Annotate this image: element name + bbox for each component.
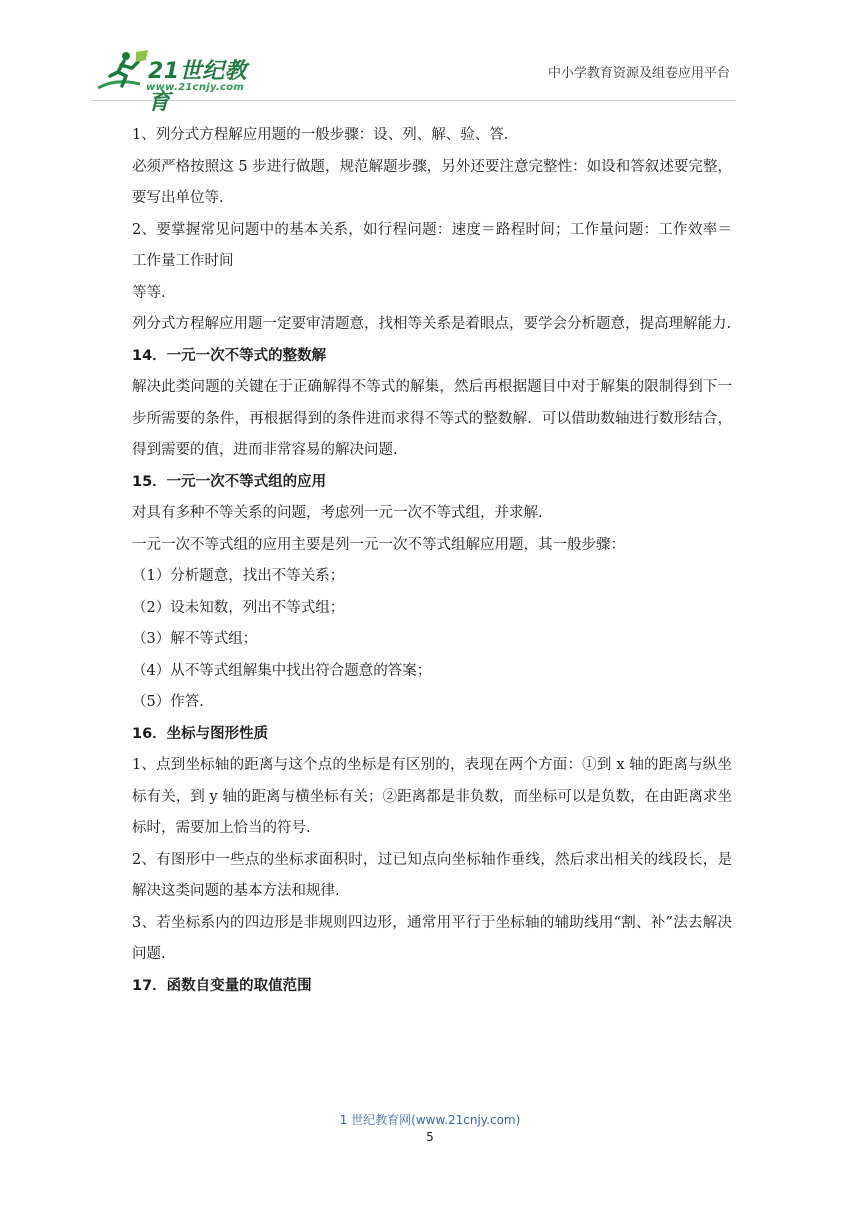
paragraph: （1）分析题意，找出不等关系； (132, 568, 345, 584)
logo-text: 21世纪教育 (148, 59, 248, 115)
paragraph: （5）作答. (132, 694, 204, 710)
paragraph: （4）从不等式组解集中找出符合题意的答案； (132, 662, 432, 679)
page-header (92, 44, 736, 115)
document-body (132, 120, 732, 1002)
paragraph: 一元一次不等式组的应用主要是列一元一次不等式组解应用题，其一般步骤： (132, 536, 625, 553)
platform-title: 中小学教育资源及组卷应用平台 (547, 66, 730, 81)
section-heading: 16．坐标与图形性质 (132, 725, 269, 742)
paragraph: 必须严格按照这 5 步进行做题，规范解题步骤，另外还要注意完整性：如设和答叙述要完整，要写出单位等. (132, 158, 732, 206)
paragraph: 解决此类问题的关键在于正确解得不等式的解集，然后再根据题目中对于解集的限制得到下一步所需要的条件，再根据得到的条件进而求得不等式的整数解．可以借助数轴进行数形结合，得到需要的值，进而非常容易的解决问题. (132, 379, 732, 458)
page-number: 5 (426, 1130, 434, 1144)
paragraph: 1、点到坐标轴的距离与这个点的坐标是有区别的，表现在两个方面：①到 x 轴的距离与纵坐标有关，到 y 轴的距离与横坐标有关；②距离都是非负数，而坐标可以是负数，在由距离求坐标时，需要加上恰当的符号. (132, 757, 732, 836)
paragraph: 1、列分式方程解应用题的一般步骤：设、列、解、验、答. (132, 127, 509, 143)
footer-link[interactable]: 1 世纪教育网(www.21cnjy.com) (339, 1113, 521, 1127)
section-heading: 17．函数自变量的取值范围 (132, 977, 312, 994)
paragraph: （3）解不等式组； (132, 631, 258, 647)
running-figure-icon (96, 48, 152, 96)
section-heading: 15．一元一次不等式组的应用 (132, 473, 327, 490)
logo-url: www.21cnjy.com (146, 82, 245, 93)
section-heading: 14．一元一次不等式的整数解 (132, 347, 327, 364)
paragraph: 2、有图形中一些点的坐标求面积时，过已知点向坐标轴作垂线，然后求出相关的线段长，是解决这类问题的基本方法和规律. (132, 851, 732, 899)
paragraph: （2）设未知数，列出不等式组； (132, 599, 345, 616)
paragraph: 等等. (132, 284, 166, 301)
paragraph: 2、要掌握常见问题中的基本关系，如行程问题：速度＝路程时间；工作量问题：工作效率＝工作量工作时间 (132, 221, 732, 269)
paragraph: 对具有多种不等关系的问题，考虑列一元一次不等式组，并求解. (132, 505, 543, 521)
site-logo (96, 48, 266, 115)
paragraph: 列分式方程解应用题一定要审清题意，找相等关系是着眼点，要学会分析题意，提高理解能力. (132, 316, 732, 332)
paragraph: 3、若坐标系内的四边形是非规则四边形，通常用平行于坐标轴的辅助线用“割、补”法去解决问题. (132, 914, 732, 962)
